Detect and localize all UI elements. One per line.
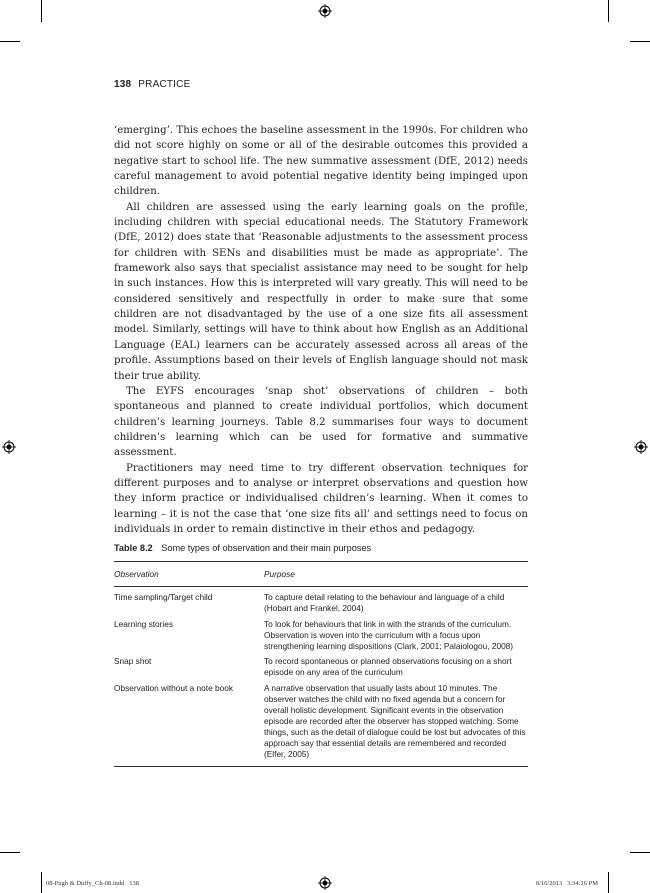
crop-mark-top-right <box>608 0 609 22</box>
table-row <box>114 586 528 613</box>
section-title: PRACTICE <box>138 79 191 90</box>
observation-cell: Time sampling/Target child <box>114 591 213 602</box>
purpose-cell: To capture detail relating to the behaviour and language of a child (Hobart and Frankel, 2004) <box>264 591 505 613</box>
table-header-row <box>114 562 528 587</box>
running-header <box>114 79 190 90</box>
paragraph: The EYFS encourages ‘snap shot’ observations of children – both spontaneous and planned to create individual portfolios, which document children’s learning journeys. Table 8.2 summarises four ways to document children’s learning which can be used for formative and summative assessment. <box>114 385 528 459</box>
observation-table <box>114 561 528 767</box>
observation-cell: Learning stories <box>114 618 174 629</box>
paragraph: All children are assessed using the early learning goals on the profile, including children with special educational needs. The Statutory Framework (DfE, 2012) does state that ‘Reasonable adjustments to the assessment process for children with SENs and disabilities must be made as appropriate’. The framework also says that specialist assistance may need to be sought for help in such instances. How this is interpreted will vary greatly. This will need to be considered sensitively and respectfully in order to make sure that some children are not disadvantaged by the use of a one size fits all assessment model. Similarly, settings will have to think about how English as an Additional Language (EAL) learners can be accurately assessed across all areas of the profile. Assumptions based on their levels of English language should not mask their true ability. <box>114 201 528 382</box>
column-header-purpose: Purpose <box>264 562 528 587</box>
paragraph: Practitioners may need time to try different observation techniques for different purposes and to analyse or interpret observations and question how they inform practice or individualised children’s learning. When it comes to learning – it is not the case that ‘one size fits all’ and settings need to focus on individuals in order to remain distinctive in their ethos and pedagogy. <box>114 462 528 535</box>
body-text <box>114 123 528 537</box>
crop-mark-top-left-h <box>0 41 20 42</box>
crop-mark-bottom-left <box>41 872 42 893</box>
slug-file-name: 08-Pugh & Duffy_Ch-08.indd 138 <box>46 880 140 887</box>
observation-cell: Snap shot <box>114 656 152 667</box>
paragraph: ‘emerging’. This echoes the baseline assessment in the 1990s. For children who did not score highly on some or all of the desirable outcomes this provided a negative start to school life. The new summative assessment (DfE, 2012) needs careful management to avoid potential negative identity being impinged upon children. <box>114 125 528 198</box>
registration-mark-icon <box>318 4 332 18</box>
registration-mark-icon <box>2 440 16 454</box>
table-caption <box>114 543 371 553</box>
crop-mark-bottom-right <box>608 872 609 893</box>
purpose-cell: To record spontaneous or planned observations focusing on a short episode on any area of the curriculum <box>264 656 512 678</box>
crop-mark-bottom-left-h <box>0 852 20 853</box>
table-caption-text: Some types of observation and their main purposes <box>161 543 372 553</box>
table-row <box>114 678 528 766</box>
table-label: Table 8.2 <box>114 543 153 553</box>
observation-cell: Observation without a note book <box>114 678 264 766</box>
registration-mark-icon <box>318 876 332 890</box>
purpose-cell: To look for behaviours that link in with the strands of the curriculum. Observation is woven into the curriculum with a focus upon strengthening learning dispositions (Clark, 2001; Palaiologou, 2008) <box>264 618 514 651</box>
column-header-observation: Observation <box>114 562 264 587</box>
slug-timestamp: 8/16/2013 3:34:16 PM <box>535 880 598 887</box>
crop-mark-bottom-right-h <box>630 852 650 853</box>
registration-mark-icon <box>634 440 648 454</box>
crop-mark-top-right-h <box>630 41 650 42</box>
page-number: 138 <box>114 79 132 90</box>
crop-mark-top-left <box>41 0 42 22</box>
table-row <box>114 614 528 652</box>
table-row <box>114 651 528 678</box>
purpose-cell: A narrative observation that usually lasts about 10 minutes. The observer watches the child with no fixed agenda but a concern for overall holistic development. Significant events in the observation episode are recorded after the observer has stopped watching. Some things, such as the detail of dialogue could be lost but advocates of this approach say that essential details are remembered and recorded (Elfer, 2005) <box>264 678 528 766</box>
